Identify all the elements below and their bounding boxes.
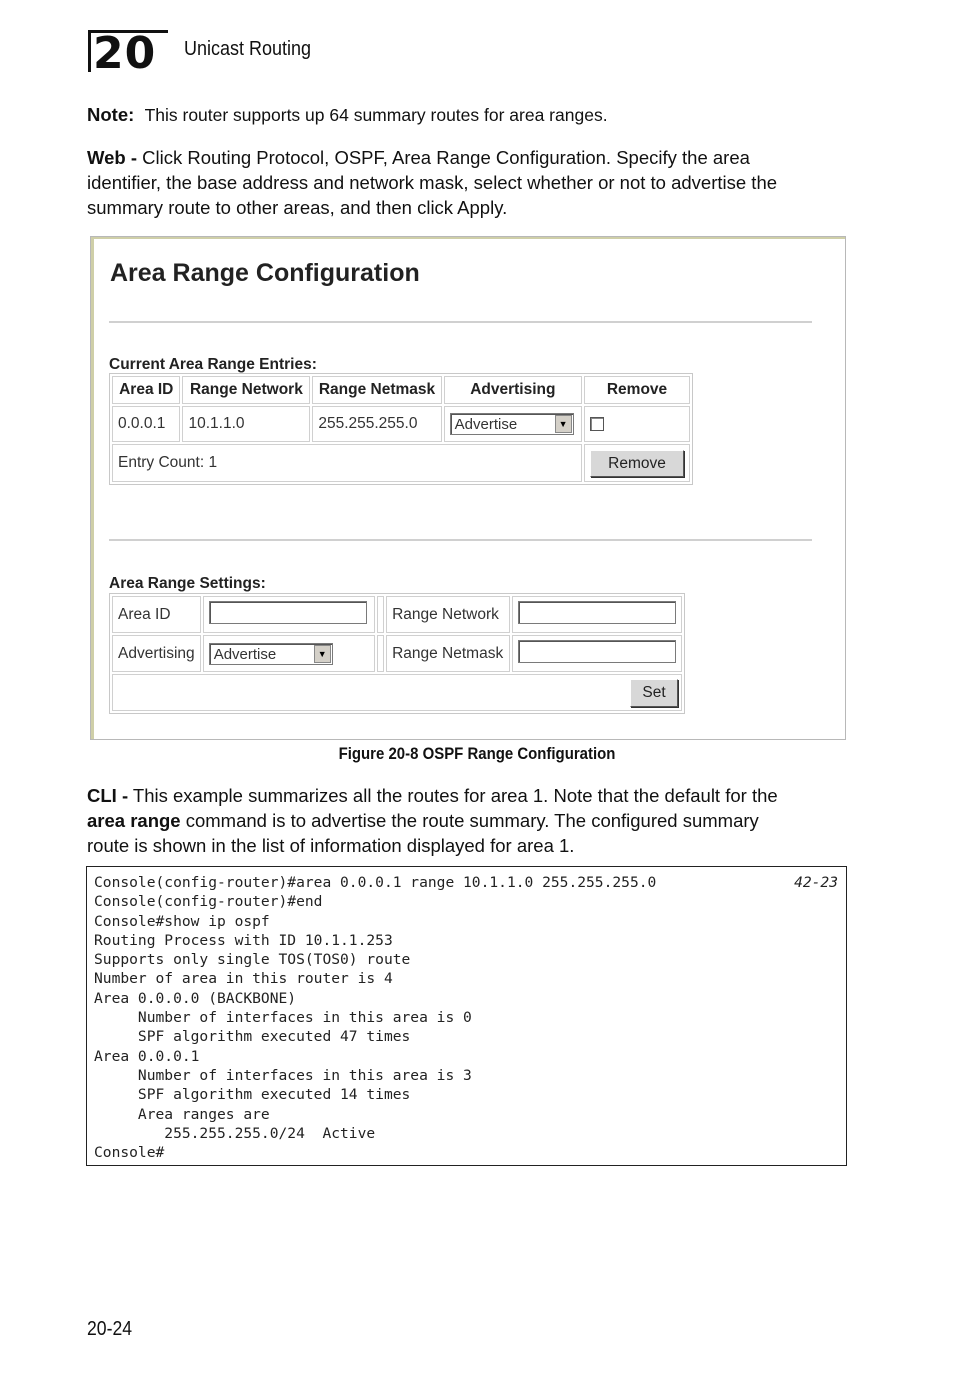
screenshot-figure (90, 236, 846, 740)
code-block (86, 866, 847, 1166)
chevron-down-icon[interactable]: ▼ (314, 645, 331, 663)
area-id-label: Area ID (112, 596, 201, 633)
col-range-network: Range Network (182, 376, 310, 404)
remove-button[interactable]: Remove (590, 450, 684, 477)
advertising-select[interactable] (450, 413, 574, 435)
range-network-input[interactable] (518, 601, 676, 624)
cli-paragraph (87, 783, 857, 858)
advertising-cell (203, 635, 375, 672)
web-paragraph (87, 145, 857, 220)
range-netmask-cell (512, 635, 682, 672)
area-id-cell (203, 596, 375, 633)
web-text-line2: identifier, the base address and network mask, select whether or not to advertise the (87, 172, 778, 193)
web-label: Web - (87, 147, 138, 168)
table-footer-row (112, 444, 690, 482)
web-text-line3: summary route to other areas, and then click Apply. (87, 197, 508, 218)
cell-advertising (444, 406, 582, 442)
range-network-label: Range Network (386, 596, 510, 633)
current-entries-label: Current Area Range Entries: (109, 356, 317, 373)
col-advertising: Advertising (444, 376, 582, 404)
cli-text-line3: route is shown in the list of information displayed for area 1. (87, 835, 575, 856)
cell-remove-button (584, 444, 690, 482)
divider (109, 539, 812, 541)
code-reference: 42-23 (794, 874, 838, 891)
note-label: Note: (87, 104, 135, 125)
col-area-id: Area ID (112, 376, 180, 404)
settings-table (109, 593, 685, 714)
col-remove: Remove (584, 376, 690, 404)
note-paragraph (87, 102, 857, 128)
settings-action-row (112, 674, 682, 711)
cell-area-id: 0.0.0.1 (112, 406, 180, 442)
settings-advertising-select[interactable] (209, 643, 333, 665)
settings-advertising-value: Advertise (213, 645, 277, 663)
cli-text-line2: command is to advertise the route summary. The configured summary (185, 810, 759, 831)
spacer-cell (377, 596, 385, 633)
entry-count: Entry Count: 1 (112, 444, 582, 482)
settings-label: Area Range Settings: (109, 575, 266, 592)
cell-range-netmask: 255.255.255.0 (312, 406, 441, 442)
advertising-label: Advertising (112, 635, 201, 672)
range-network-cell (512, 596, 682, 633)
cell-remove (584, 406, 690, 442)
cli-label: CLI - (87, 785, 129, 806)
settings-row (112, 635, 682, 672)
chapter-number: 20 (88, 30, 168, 72)
table-header-row (112, 376, 690, 404)
screen-title: Area Range Configuration (110, 259, 420, 287)
table-row (112, 406, 690, 442)
screenshot-frame (91, 237, 845, 739)
web-text-line1: Click Routing Protocol, OSPF, Area Range Configuration. Specify the area (142, 147, 750, 168)
page-number: 20-24 (87, 1318, 133, 1340)
note-text: This router supports up 64 summary routes for area ranges. (144, 105, 608, 125)
chapter-title: Unicast Routing (184, 38, 312, 60)
settings-row (112, 596, 682, 633)
cell-range-network: 10.1.1.0 (182, 406, 310, 442)
entries-table (109, 373, 693, 485)
advertising-select-value: Advertise (454, 416, 518, 433)
area-id-input[interactable] (209, 601, 367, 624)
divider (109, 321, 812, 323)
set-cell (112, 674, 682, 711)
cli-text-line1: This example summarizes all the routes for area 1. Note that the default for the (132, 785, 778, 806)
range-netmask-label: Range Netmask (386, 635, 510, 672)
chevron-down-icon[interactable]: ▼ (555, 415, 572, 433)
cli-command: area range (87, 810, 181, 831)
remove-checkbox[interactable] (590, 417, 604, 431)
code-text: Console(config-router)#area 0.0.0.1 range 10.1.1.0 255.255.255.0 Console(config-router)#end Console#show ip ospf Routing Process with ID 10.1.1.253 Supports only single TOS(TOS0) route Number of area in this router is 4 Area 0.0.0.0 (BACKBONE) Number of interfaces in this area is 0 SPF algorithm executed 47 times Area 0.0.0.1 Number of interfaces in this area is 3 SPF algorithm executed 14 times Area ranges are 255.255.255.0/24 Active Console# (94, 874, 657, 1162)
col-range-netmask: Range Netmask (312, 376, 441, 404)
range-netmask-input[interactable] (518, 640, 676, 663)
spacer-cell (377, 635, 385, 672)
figure-caption: Figure 20-8 OSPF Range Configuration (338, 744, 616, 763)
set-button[interactable]: Set (630, 679, 678, 707)
